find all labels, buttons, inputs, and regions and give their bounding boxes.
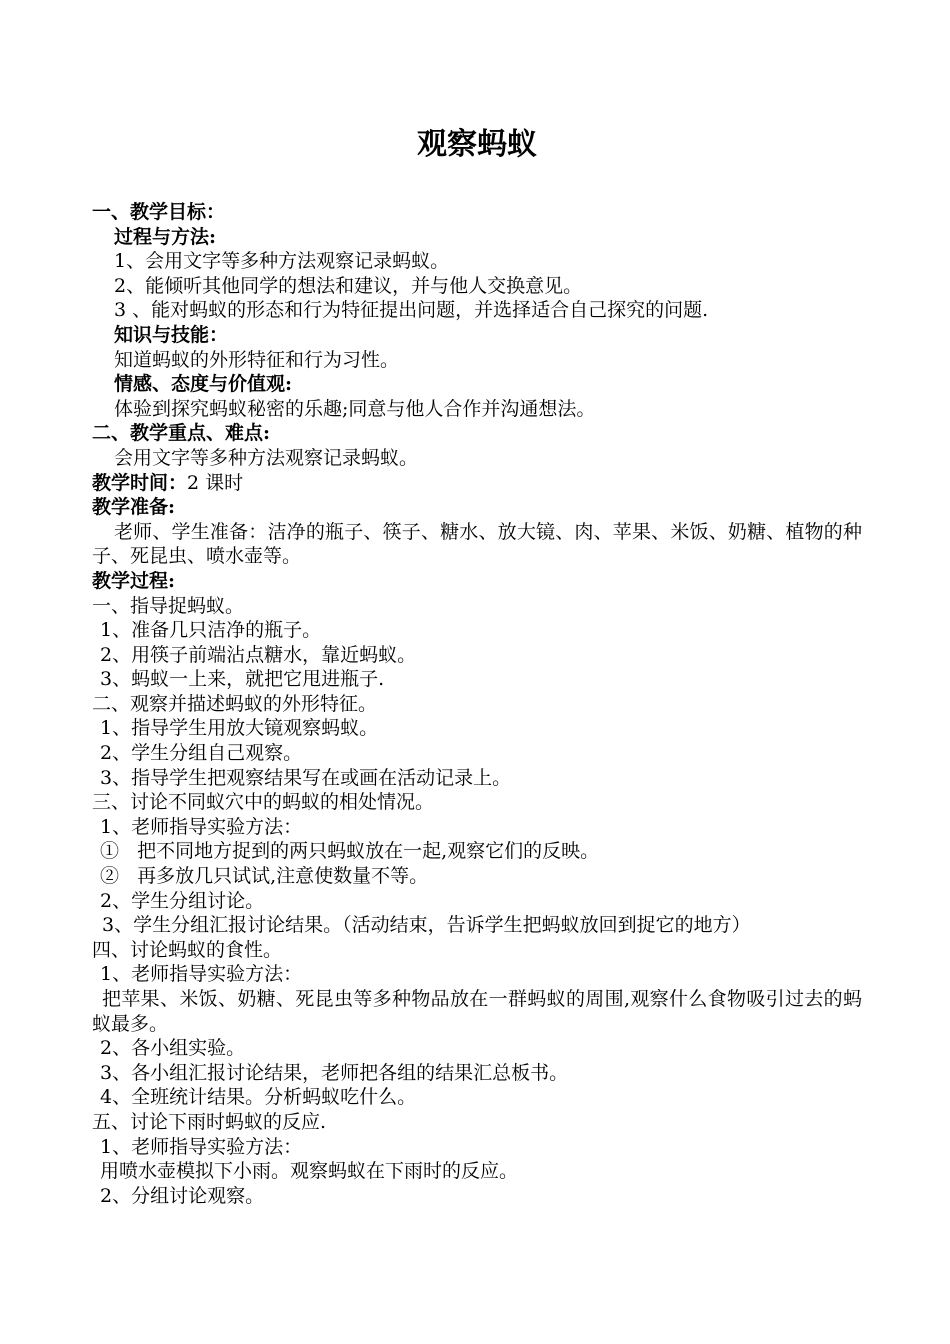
text-line: 把苹果、米饭、奶糖、死昆虫等多种物品放在一群蚂蚁的周围,观察什么食物吸引过去的蚂蚁最多。: [92, 988, 862, 1035]
text-line: 一、教学目标：: [92, 201, 226, 223]
text-line: 教学过程:: [92, 569, 176, 592]
text-line: 3、各小组汇报讨论结果，老师把各组的结果汇总板书。: [100, 1061, 569, 1084]
text-line: 一、指导捉蚂蚁。: [92, 594, 245, 617]
text-line: 3 、能对蚂蚁的形态和行为特征提出问题，并选择适合自己探究的问题.: [114, 299, 709, 322]
text-line: 1、老师指导实验方法：: [100, 815, 303, 838]
text-line: 用喷水壶模拟下小雨。观察蚂蚁在下雨时的反应。: [100, 1160, 519, 1183]
text-line: 2、各小组实验。: [100, 1037, 246, 1060]
text-line: 五、讨论下雨时蚂蚁的反应.: [92, 1110, 327, 1133]
text-line: 情感、态度与价值观:: [114, 373, 293, 396]
document-body: [92, 200, 862, 1208]
text-line: 2、用筷子前端沾点糖水，靠近蚂蚁。: [100, 643, 417, 666]
text-line: 2、学生分组自己观察。: [100, 742, 303, 765]
text-line: 1、老师指导实验方法：: [100, 1135, 303, 1158]
text-line: 三、讨论不同蚁穴中的蚂蚁的相处情况。: [92, 791, 435, 814]
line-label: 教学时间：: [92, 471, 188, 494]
text-line: 过程与方法:: [114, 225, 217, 248]
text-line: 知识与技能：: [114, 323, 229, 346]
text-line: 1、准备几只洁净的瓶子。: [100, 619, 322, 642]
text-line: 1、会用文字等多种方法观察记录蚂蚁。: [114, 250, 450, 273]
text-line: 1、老师指导实验方法：: [100, 963, 303, 986]
text-line: 4、全班统计结果。分析蚂蚁吃什么。: [100, 1086, 417, 1109]
text-line: 3、蚂蚁一上来，就把它甩进瓶子.: [100, 668, 385, 691]
text-line: 教学准备:: [92, 496, 176, 519]
text-line: 二、教学重点、难点:: [92, 422, 271, 445]
text-line: 2、学生分组讨论。: [100, 889, 265, 912]
document-page: [92, 120, 862, 1208]
text-line: 2、分组讨论观察。: [100, 1184, 265, 1207]
text-line: 3、学生分组汇报讨论结果。（活动结束，告诉学生把蚂蚁放回到捉它的地方）: [102, 914, 751, 937]
text-line: ① 把不同地方捉到的两只蚂蚁放在一起,观察它们的反映。: [100, 840, 600, 863]
text-line: 二、观察并描述蚂蚁的外形特征。: [92, 692, 378, 715]
text-line: 会用文字等多种方法观察记录蚂蚁。: [114, 446, 419, 469]
text-line: 知道蚂蚁的外形特征和行为习性。: [114, 348, 400, 371]
text-line: 1、指导学生用放大镜观察蚂蚁。: [100, 717, 379, 740]
text-line: 2、能倾听其他同学的想法和建议，并与他人交换意见。: [114, 274, 583, 297]
text-line: [92, 471, 862, 496]
text-line: 体验到探究蚂蚁秘密的乐趣;同意与他人合作并沟通想法。: [114, 397, 596, 420]
line-value: 2 课时: [187, 471, 244, 494]
text-line: 3、指导学生把观察结果写在或画在活动记录上。: [100, 766, 512, 789]
text-line: ② 再多放几只试试,注意使数量不等。: [100, 865, 429, 888]
document-title: 观察蚂蚁: [417, 127, 537, 162]
text-line: 四、讨论蚂蚁的食性。: [92, 938, 283, 961]
text-line: 老师、学生准备：洁净的瓶子、筷子、糖水、放大镜、肉、苹果、米饭、奶糖、植物的种子、死昆虫、喷水壶等。: [92, 520, 862, 568]
